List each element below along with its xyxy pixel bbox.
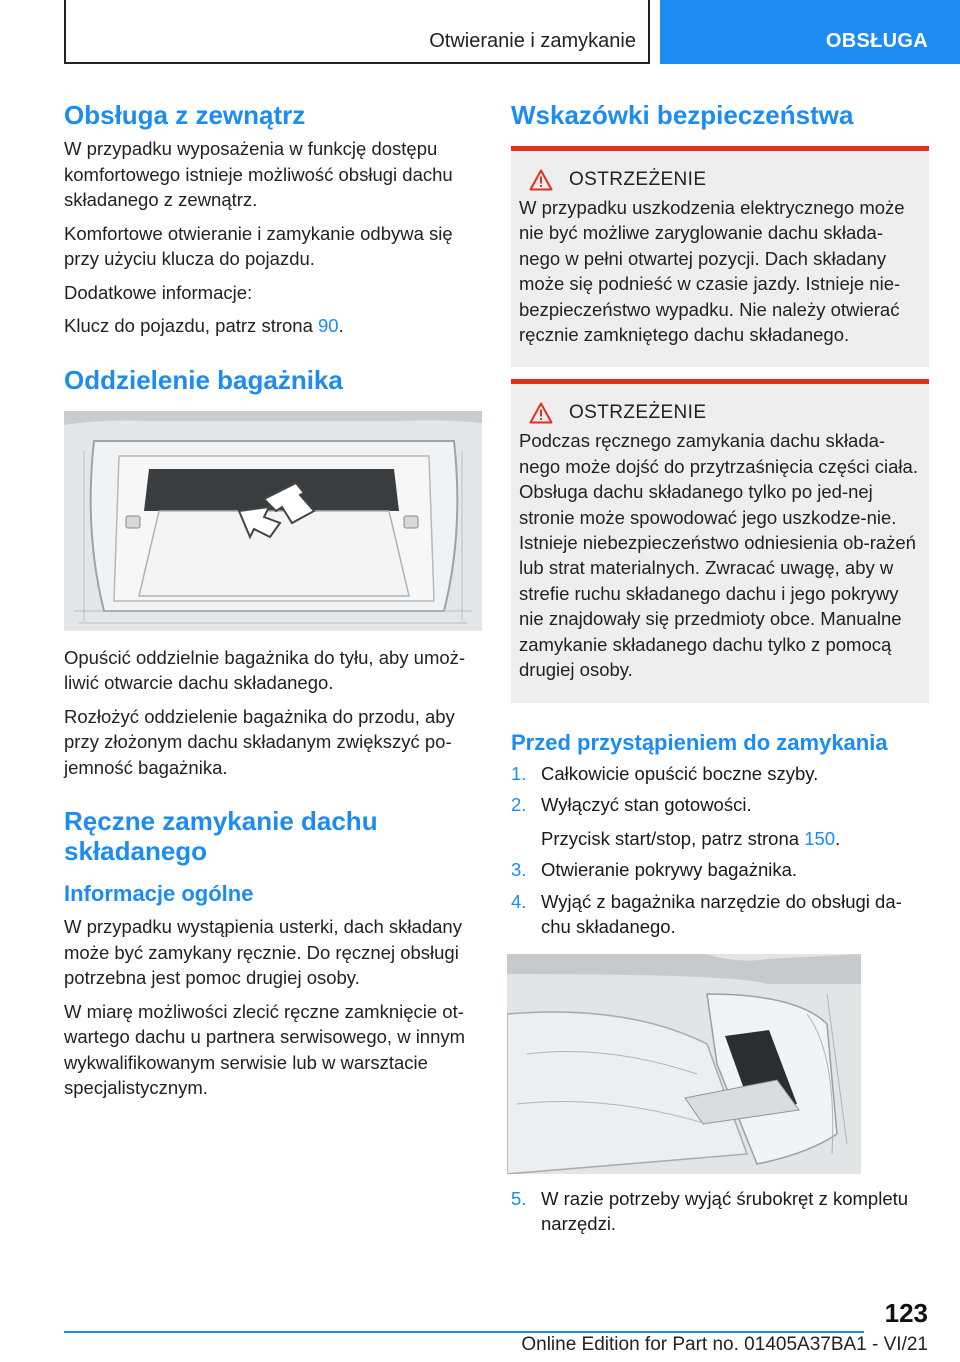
steps-list-b: [511, 1186, 929, 1237]
list-item: 4. Wyjąć z bagażnika narzędzie do obsługi da‐chu składanego.: [511, 890, 902, 937]
paragraph: W przypadku wyposażenia w funkcję dostępu komfortowego istnieje możliwość obsługi dachu składanego z zewnątrz.: [64, 138, 453, 210]
section-title-exterior-operation: Obsługa z zewnątrz: [64, 100, 306, 130]
warning-triangle-icon: [529, 169, 553, 191]
warning-text: W przypadku uszkodzenia elektrycznego może nie być możliwe zaryglowanie dachu składa‐nego w pełni otwartej pozycji. Dach składany może się podnieść w czasie jazdy. Istnieje nie‐bezpieczeństwo wypadku. Nie należy otwierać ręcznie zamkniętego dachu składanego.: [519, 197, 905, 346]
right-column: [511, 100, 929, 1243]
section-title-safety: Wskazówki bezpieczeństwa: [511, 100, 854, 130]
trunk-partition-image: [64, 411, 482, 631]
paragraph: Rozłożyć oddzielenie bagażnika do przodu, aby przy złożonym dachu składanym zwiększyć po‐jemność bagażnika.: [64, 705, 455, 778]
page-link-90[interactable]: 90: [318, 315, 339, 336]
section-title-trunk-partition: Oddzielenie bagażnika: [64, 364, 343, 395]
warning-box-1: [511, 146, 929, 367]
paragraph: W miarę możliwości zlecić ręczne zamknięcie ot‐wartego dachu u partnera serwisowego, w innym wykwalifikowanym serwisie lub w warsztacie specjalistycznym.: [64, 1000, 466, 1098]
subsection-title-before-closing: Przed przystąpieniem do zamykania: [511, 729, 888, 755]
list-item: 1. Całkowicie opuścić boczne szyby.: [511, 762, 819, 784]
warning-title: OSTRZEŻENIE: [569, 402, 707, 424]
list-item: 3. Otwieranie pokrywy bagażnika.: [511, 859, 798, 880]
warning-text: Podczas ręcznego zamykania dachu składa‐nego może dojść do przytrzaśnięcia części ciała. Obsługa dachu składanego tylko po jed‐nej stronie może spowodować jego uszkodze‐nie. Istnieje niebezpieczeństwo odniesienia ob‐rażeń lub strat materialnych. Zwracać uwagę, aby w strefie ruchu składanego dachu i jego pokrywy nie znajdowały się przedmioty obce. Manualne zamykanie składanego dachu tylko z pomocą drugiej osoby.: [519, 430, 918, 681]
paragraph: W przypadku wystąpienia usterki, dach składany może być zamykany ręcznie. Do ręcznej obsługi potrzebna jest pomoc drugiej osoby.: [64, 916, 462, 988]
warning-triangle-icon: [529, 402, 553, 424]
warning-box-2: [511, 379, 929, 702]
steps-list-a: [511, 761, 929, 940]
header-chapter-tab: [660, 0, 960, 64]
edition-info: Online Edition for Part no. 01405A37BA1 - VI/21: [521, 1334, 928, 1355]
paragraph-key-reference: Klucz do pojazdu, patrz strona 90.: [64, 315, 344, 336]
page-link-150[interactable]: 150: [804, 827, 836, 849]
left-column: [64, 100, 482, 1101]
subsection-title-general-info: Informacje ogólne: [64, 881, 254, 906]
paragraph: Opuścić oddzielnie bagażnika do tyłu, aby umoż‐liwić otwarcie dachu składanego.: [64, 646, 466, 693]
header-chapter-title: OBSŁUGA: [825, 30, 928, 52]
header-section-box: [64, 0, 650, 64]
trunk-tool-compartment-image: [507, 954, 861, 1174]
warning-title: OSTRZEŻENIE: [569, 169, 707, 190]
footer-divider: [64, 1331, 864, 1333]
header-section-title: Otwieranie i zamykanie: [429, 30, 636, 52]
list-item: 5. W razie potrzeby wyjąć śrubokręt z kompletu narzędzi.: [511, 1187, 909, 1234]
page-number: 123: [884, 1298, 928, 1328]
step-note: Przycisk start/stop, patrz strona 150.: [541, 827, 841, 849]
paragraph: Komfortowe otwieranie i zamykanie odbywa się przy użyciu klucza do pojazdu.: [64, 222, 453, 269]
paragraph: Dodatkowe informacje:: [64, 281, 253, 303]
section-title-manual-closing: Ręczne zamykanie dachu składanego: [64, 806, 378, 866]
list-item: 2. Wyłączyć stan gotowości. Przycisk start/stop, patrz strona 150.: [511, 792, 929, 851]
